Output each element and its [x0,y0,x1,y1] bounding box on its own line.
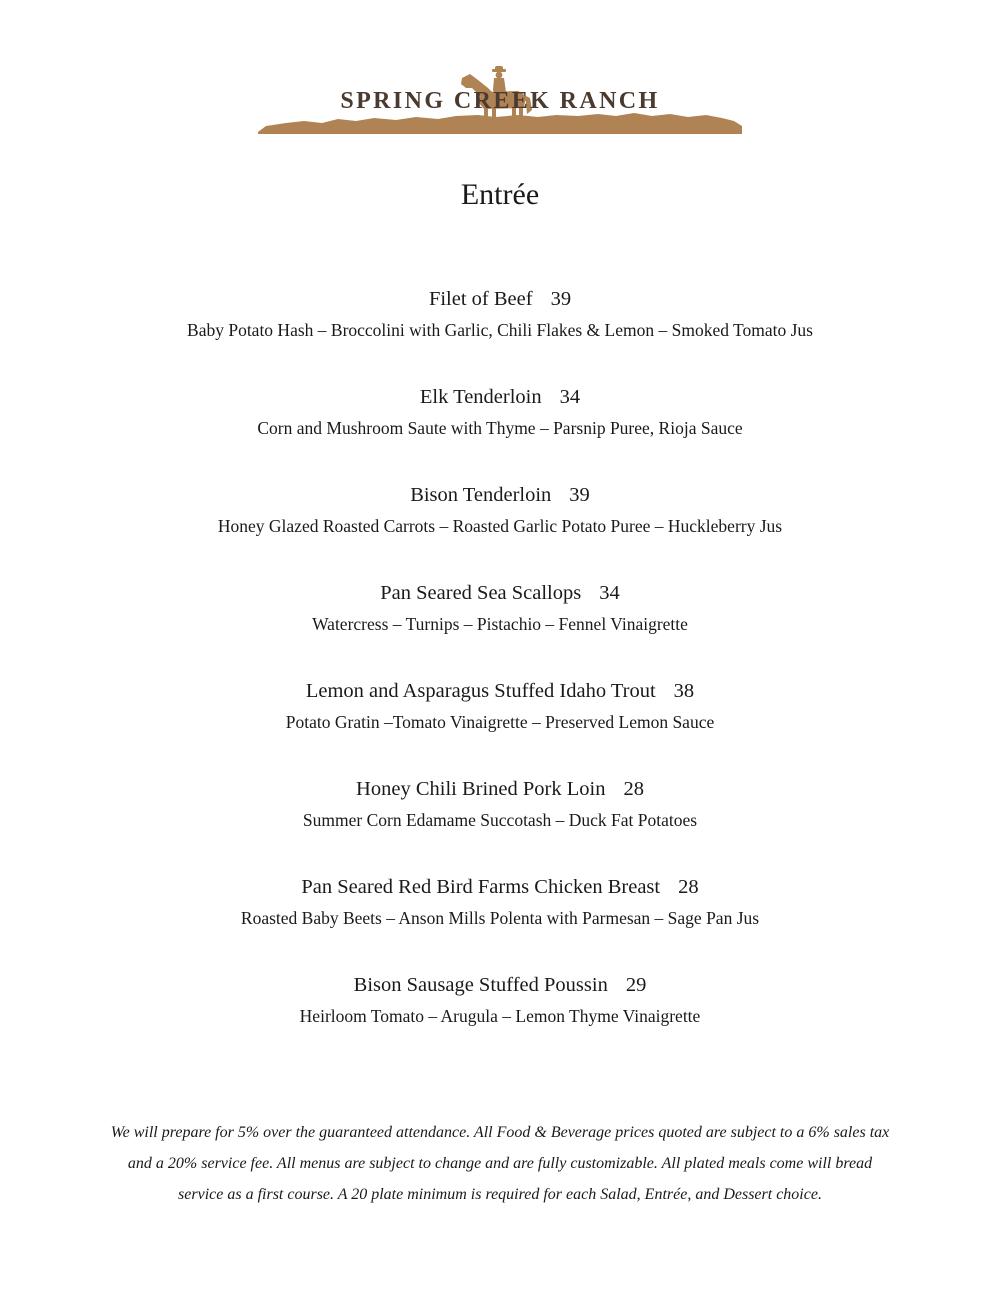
menu-item [0,381,1000,479]
menu-item-name: Lemon and Asparagus Stuffed Idaho Trout [305,680,656,702]
menu-item [0,577,1000,675]
footer-note: We will prepare for 5% over the guaranteed attendance. All Food & Beverage prices quoted are subject to a 6% sales tax and a 20% service fee. All menus are subject to change and are fully customizable. All plated meals come will bread service as a first course. A 20 plate minimum is required for each Salad, Entrée, and Dessert choice. [110,1124,890,1203]
menu-item-heading [0,871,1000,905]
menu-item-heading [0,381,1000,415]
page-title: Entrée [460,178,540,211]
menu-item-description: Potato Gratin –Tomato Vinaigrette – Preserved Lemon Sauce [285,712,715,732]
menu-item [0,675,1000,773]
menu-item-heading [0,773,1000,807]
menu-item-name: Bison Tenderloin [410,484,552,506]
entree-menu [0,283,1000,1067]
menu-item-price: 28 [678,876,699,898]
menu-item-description: Heirloom Tomato – Arugula – Lemon Thyme Vinaigrette [299,1006,701,1026]
menu-item-name: Honey Chili Brined Pork Loin [356,778,606,800]
menu-item-description: Corn and Mushroom Saute with Thyme – Parsnip Puree, Rioja Sauce [257,418,743,438]
menu-item-price: 34 [559,386,581,408]
menu-item-price: 39 [550,288,572,310]
menu-item-name: Pan Seared Sea Scallops [380,582,582,604]
menu-item-price: 34 [599,582,620,604]
menu-item-price: 28 [623,778,644,800]
menu-item-description: Watercress – Turnips – Pistachio – Fennel Vinaigrette [312,614,688,634]
menu-item-heading [0,969,1000,1003]
menu-item [0,479,1000,577]
menu-item-description: Honey Glazed Roasted Carrots – Roasted Garlic Potato Puree – Huckleberry Jus [217,516,783,536]
menu-item-description: Roasted Baby Beets – Anson Mills Polenta with Parmesan – Sage Pan Jus [240,908,760,928]
landscape-ridge [258,113,742,134]
menu-item [0,871,1000,969]
menu-item-heading [0,577,1000,611]
menu-item-name: Pan Seared Red Bird Farms Chicken Breast [301,876,661,898]
logo-wordmark: SPRING CREEK RANCH [340,88,660,114]
menu-item-name: Elk Tenderloin [419,386,542,408]
menu-item-price: 29 [625,974,647,996]
menu-item-heading [0,675,1000,709]
menu-item-name: Bison Sausage Stuffed Poussin [353,974,608,996]
spring-creek-ranch-logo [256,66,744,138]
menu-item-name: Filet of Beef [428,288,533,310]
menu-item [0,773,1000,871]
menu-item [0,283,1000,381]
menu-item-heading [0,283,1000,317]
menu-item-price: 39 [569,484,590,506]
menu-item [0,969,1000,1067]
menu-item-description: Summer Corn Edamame Succotash – Duck Fat Potatoes [302,810,698,830]
menu-item-description: Baby Potato Hash – Broccolini with Garlic, Chili Flakes & Lemon – Smoked Tomato Jus [187,320,813,340]
menu-item-heading [0,479,1000,513]
menu-item-price: 38 [673,680,695,702]
